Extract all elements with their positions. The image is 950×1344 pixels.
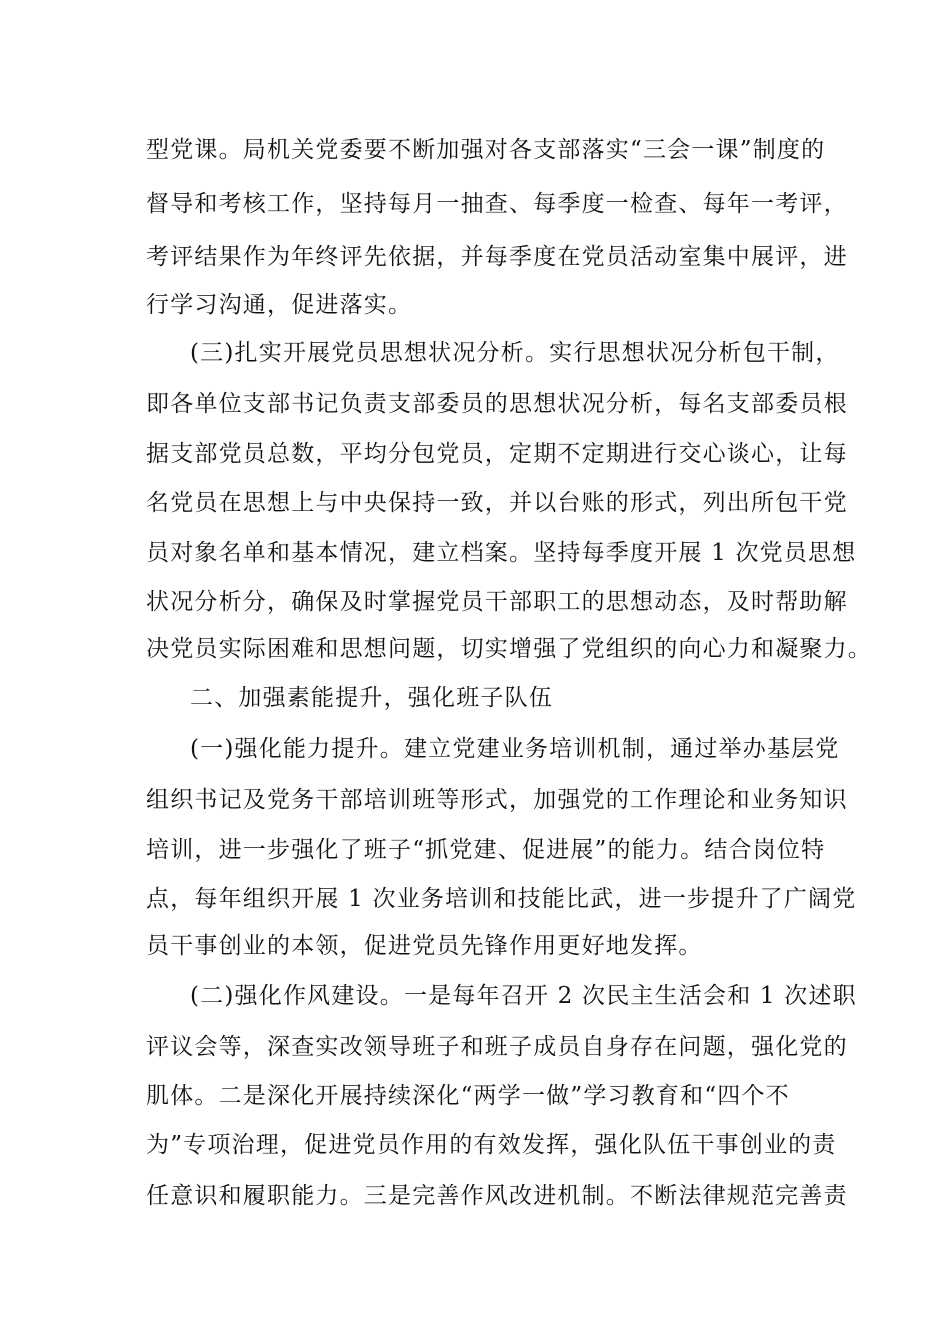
text-line: 考评结果作为年终评先依据，并每季度在党员活动室集中展评，进	[146, 244, 848, 270]
text-line: 据支部党员总数，平均分包党员，定期不定期进行交心谈心，让每	[146, 441, 848, 467]
text-line: 肌体。二是深化开展持续深化“两学一做”学习教育和“四个不	[146, 1083, 790, 1109]
paragraph-heading-line: (三)扎实开展党员思想状况分析。实行思想状况分析包干制，	[190, 340, 840, 366]
text-line: 督导和考核工作，坚持每月一抽查、每季度一检查、每年一考评，	[146, 191, 848, 217]
text-line: 决党员实际困难和思想问题，切实增强了党组织的向心力和凝聚力。	[146, 636, 872, 662]
text-line: 点，每年组织开展 1 次业务培训和技能比武，进一步提升了广阔党	[146, 886, 857, 912]
text-line: 员对象名单和基本情况，建立档案。坚持每季度开展 1 次党员思想	[146, 540, 857, 566]
paragraph-heading-line: (二)强化作风建设。一是每年召开 2 次民主生活会和 1 次述职	[190, 983, 857, 1009]
section-heading: 二、加强素能提升，强化班子队伍	[190, 685, 553, 711]
text-line: 型党课。局机关党委要不断加强对各支部落实“三会一课”制度的	[146, 137, 826, 163]
text-line: 状况分析分，确保及时掌握党员干部职工的思想动态，及时帮助解	[146, 589, 848, 615]
paragraph-heading-line: (一)强化能力提升。建立党建业务培训机制，通过举办基层党	[190, 736, 840, 762]
text-line: 行学习沟通，促进落实。	[146, 292, 413, 318]
text-line: 为”专项治理，促进党员作用的有效发挥，强化队伍干事创业的责	[146, 1132, 837, 1158]
text-line: 组织书记及党务干部培训班等形式，加强党的工作理论和业务知识	[146, 787, 848, 813]
text-line: 员干事创业的本领，促进党员先锋作用更好地发挥。	[146, 933, 703, 959]
text-line: 评议会等，深查实改领导班子和班子成员自身存在问题，强化党的	[146, 1034, 848, 1060]
text-line: 任意识和履职能力。三是完善作风改进机制。不断法律规范完善责	[146, 1183, 848, 1209]
text-line: 即各单位支部书记负责支部委员的思想状况分析，每名支部委员根	[146, 391, 848, 417]
text-line: 名党员在思想上与中央保持一致，并以台账的形式，列出所包干党	[146, 490, 848, 516]
text-line: 培训，进一步强化了班子“抓党建、促进展”的能力。结合岗位特	[146, 837, 826, 863]
